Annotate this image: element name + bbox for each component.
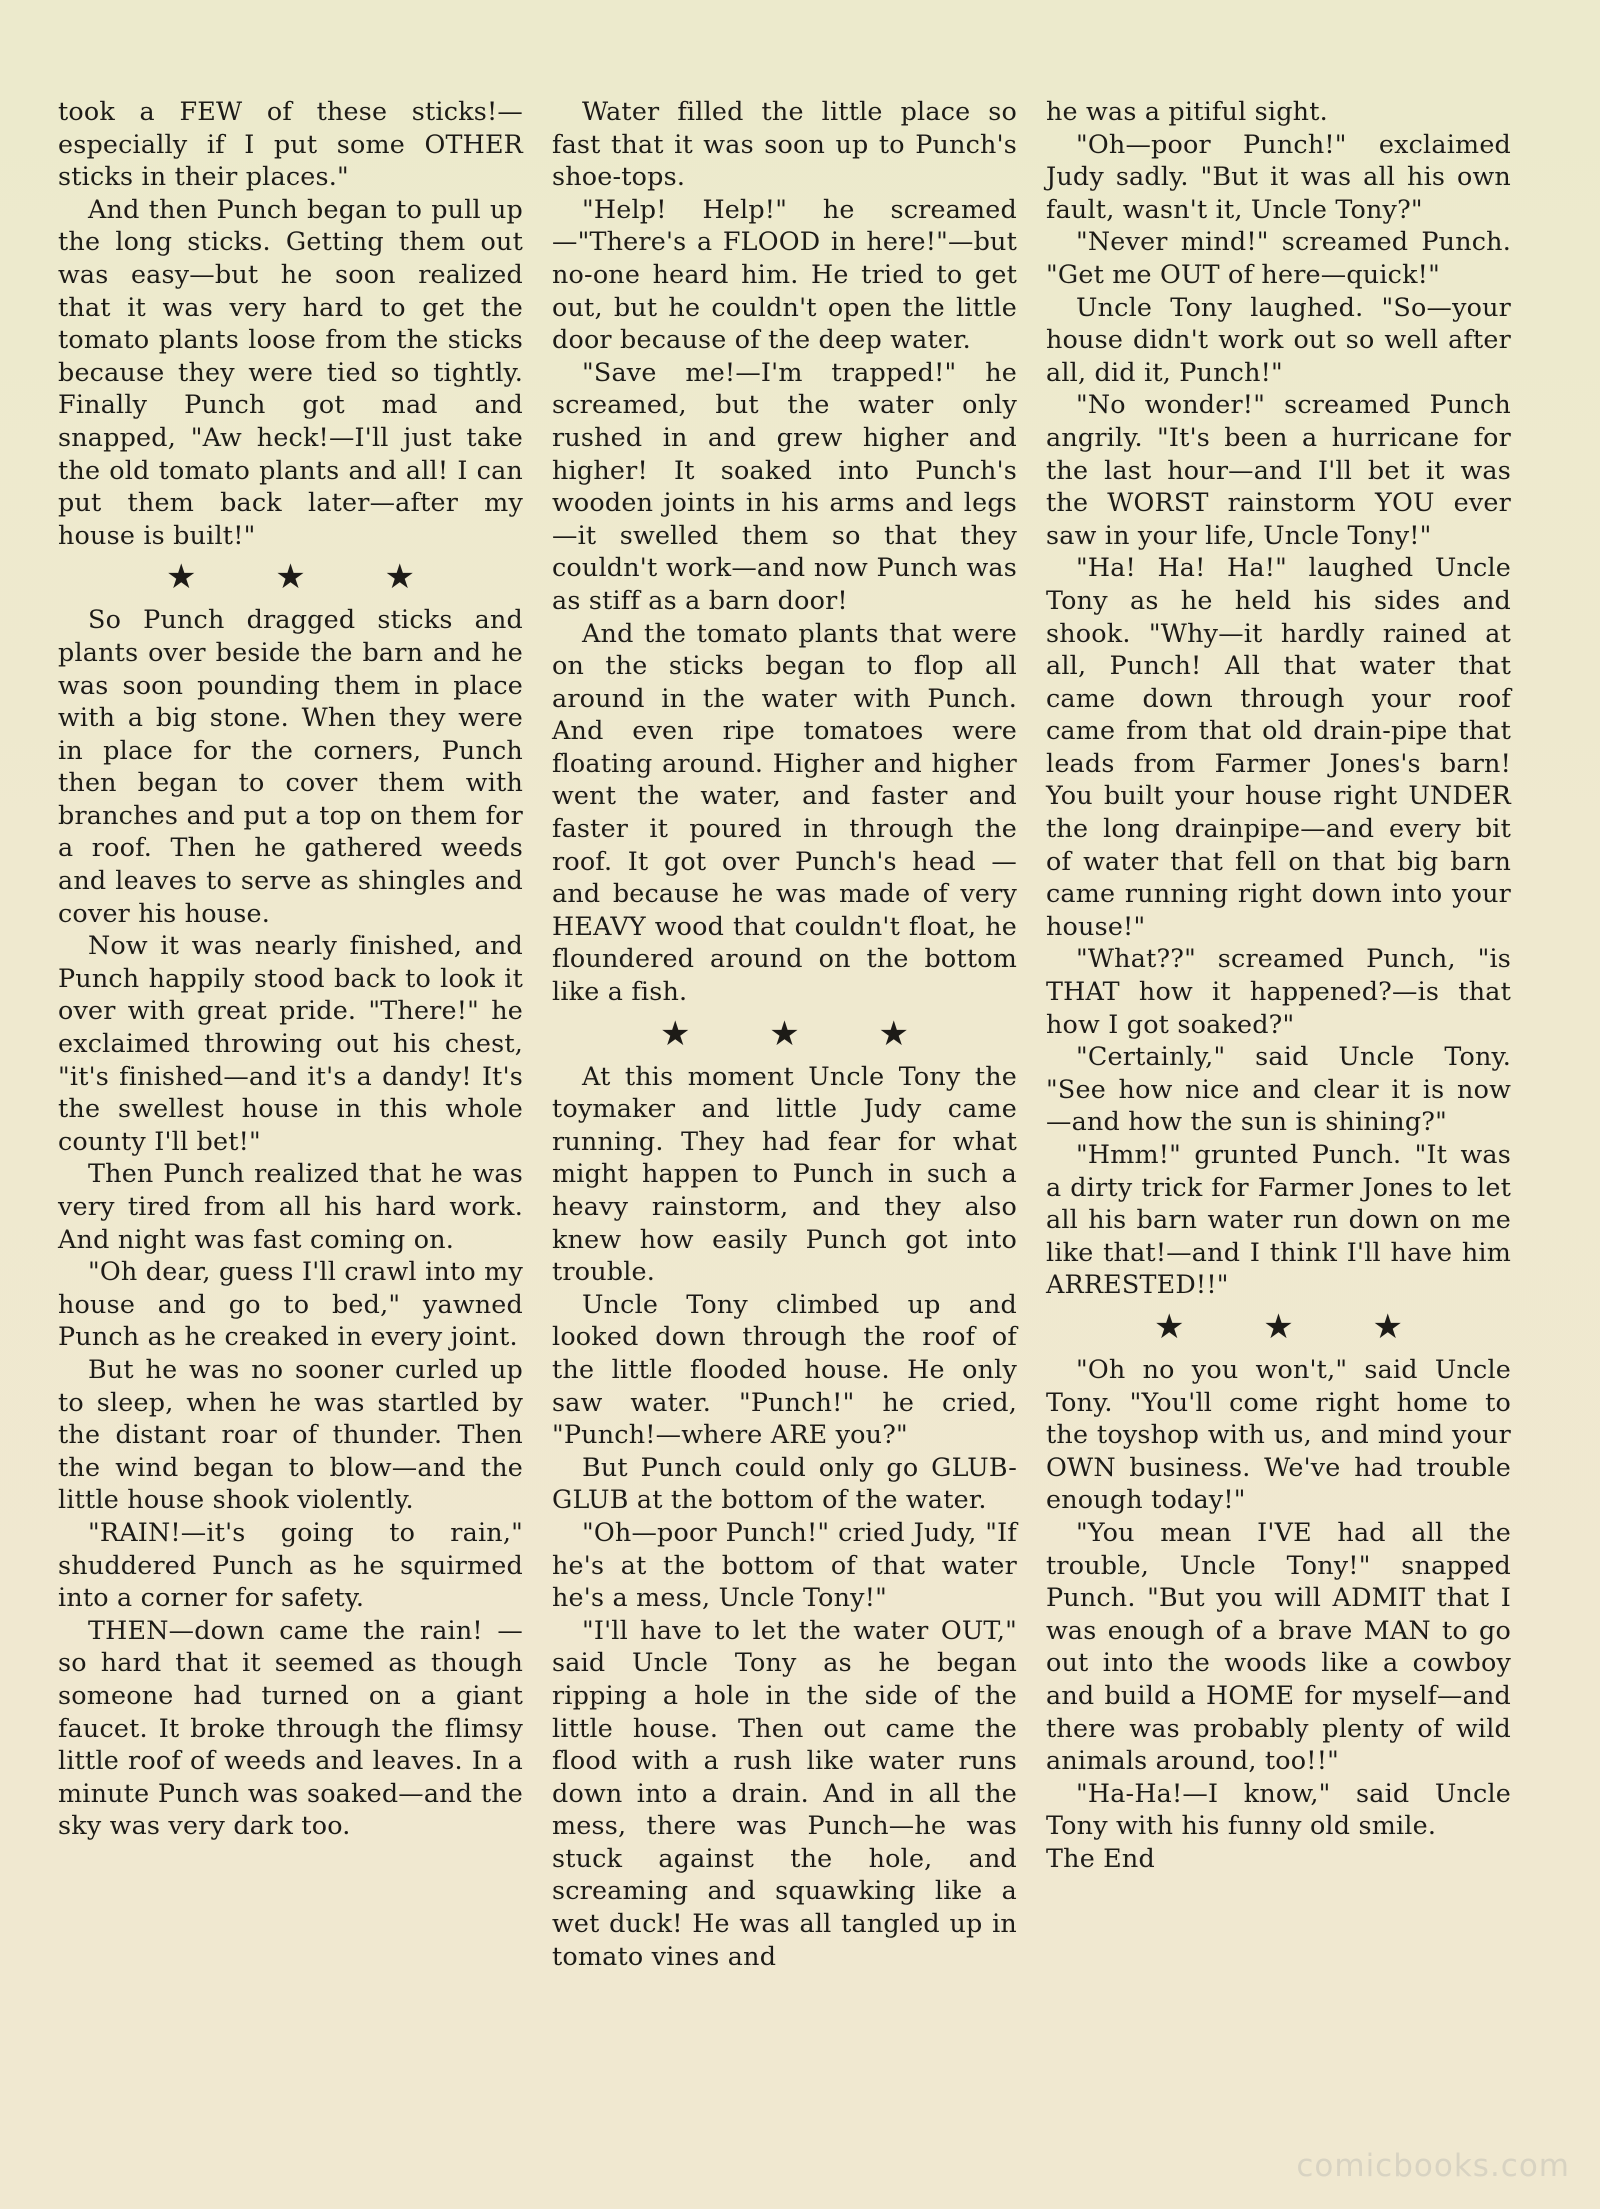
paragraph: "You mean I'VE had all the trouble, Uncle Tony!" snapped Punch. "But you will ADMIT that I was enough of a brave MAN to go out into the woods like a cowboy and build a HOME for myself—and there was probably plenty of wild animals around, too!!" — [1046, 1516, 1511, 1776]
site-watermark: comicbooks.com — [1296, 2148, 1570, 2184]
paragraph: "Help! Help!" he screamed—"There's a FLOOD in here!"—but no-one heard him. He tried to get out, but he couldn't open the little door because of the deep water. — [552, 193, 1017, 355]
paragraph: "RAIN!—it's going to rain," shuddered Punch as he squirmed into a corner for safety. — [58, 1516, 523, 1613]
paragraph: "Oh dear, guess I'll crawl into my house and go to bed," yawned Punch as he creaked in every joint. — [58, 1256, 523, 1352]
paragraph: "What??" screamed Punch, "is THAT how it happened?—is that how I got soaked?" — [1046, 943, 1511, 1039]
paragraph: "Hmm!" grunted Punch. "It was a dirty trick for Farmer Jones to let all his barn water run down on me like that!—and I think I'll have him ARRESTED!!" — [1046, 1139, 1511, 1300]
paragraph: "No wonder!" screamed Punch angrily. "It's been a hurricane for the last hour—and I'll bet it was the WORST rainstorm YOU ever saw in your life, Uncle Tony!" — [1046, 389, 1511, 550]
paragraph: THEN—down came the rain! —so hard that it seemed as though someone had turned on a giant faucet. It broke through the flimsy little roof of weeds and leaves. In a minute Punch was soaked—and the sky was very dark too. — [58, 1614, 523, 1841]
paragraph: "I'll have to let the water OUT," said Uncle Tony as he began ripping a hole in the side of the little house. Then out came the flood with a rush like water runs down into a drain. And in all the mess, there was Punch—he was stuck against the hole, and screaming and squawking like a wet duck! He was all tangled up in tomato vines and — [552, 1614, 1017, 1971]
paragraph: So Punch dragged sticks and plants over beside the barn and he was soon pounding them in place with a big stone. When they were in place for the corners, Punch then began to cover them with branches and put a top on them for a roof. Then he gathered weeds and leaves to serve as shingles and cover his house. — [58, 604, 523, 928]
paragraph: he was a pitiful sight. — [1046, 96, 1328, 126]
text-column-right — [1046, 95, 1511, 1874]
paragraph: "Certainly," said Uncle Tony. "See how nice and clear it is now —and how the sun is shining?" — [1046, 1041, 1511, 1137]
paragraph: Now it was nearly finished, and Punch happily stood back to look it over with great pride. "There!" he exclaimed throwing out his chest, "it's finished—and it's a dandy! It's the swellest house in this whole county I'll bet!" — [58, 930, 523, 1156]
paragraph: "Oh—poor Punch!" cried Judy, "If he's at the bottom of that water he's a mess, Uncle Tony!" — [552, 1516, 1017, 1613]
section-separator-stars: ★ ★ ★ — [165, 557, 450, 598]
paragraph: "Ha! Ha! Ha!" laughed Uncle Tony as he held his sides and shook. "Why—it hardly rained at all, Punch! All that water that came down through your roof came from that old drain-pipe that leads from Farmer Jones's barn! You built your house right UNDER the long drainpipe—and every bit of water that fell on that big barn came running right down into your house!" — [1046, 552, 1511, 941]
section-separator-stars: ★ ★ ★ — [659, 1013, 944, 1054]
section-separator-stars: ★ ★ ★ — [1153, 1306, 1438, 1347]
paragraph: And then Punch began to pull up the long sticks. Getting them out was easy—but he soon realized that it was very hard to get the tomato plants loose from the sticks because they were tied so tightly. Finally Punch got mad and snapped, "Aw heck!—I'll just take the old tomato plants and all! I can put them back later—after my house is built!" — [58, 193, 523, 550]
paragraph: And the tomato plants that were on the sticks began to flop all around in the water with Punch. And even ripe tomatoes were floating around. Higher and higher went the water, and faster and faster it poured in through the roof. It got over Punch's head —and because he was made of very HEAVY wood that couldn't float, he floundered around on the bottom like a fish. — [552, 617, 1017, 1007]
paragraph: "Never mind!" screamed Punch. "Get me OUT of here—quick!" — [1046, 226, 1511, 289]
paragraph: "Ha-Ha!—I know," said Uncle Tony with his funny old smile. — [1046, 1777, 1511, 1841]
text-column-left — [58, 95, 523, 1842]
text-column-middle — [552, 95, 1017, 1972]
paragraph: "Save me!—I'm trapped!" he screamed, but the water only rushed in and grew higher and higher! It soaked into Punch's wooden joints in his arms and legs—it swelled them so that they couldn't work—and now Punch was as stiff as a barn door! — [552, 356, 1017, 615]
paragraph: Water filled the little place so fast that it was soon up to Punch's shoe-tops. — [552, 96, 1017, 192]
paragraph: Uncle Tony climbed up and looked down through the roof of the little flooded house. He only saw water. "Punch!" he cried, "Punch!—where ARE you?" — [552, 1288, 1017, 1450]
paragraph: But he was no sooner curled up to sleep, when he was startled by the distant roar of thunder. Then the wind began to blow—and the little house shook violently. — [58, 1353, 523, 1515]
paragraph: "Oh—poor Punch!" exclaimed Judy sadly. "But it was all his own fault, wasn't it, Uncle Tony?" — [1046, 128, 1511, 224]
paragraph: "Oh no you won't," said Uncle Tony. "You'll come right home to the toyshop with us, and mind your OWN business. We've had trouble enough today!" — [1046, 1353, 1511, 1515]
story-end-label: The End — [1046, 1842, 1155, 1873]
paragraph: Uncle Tony laughed. "So—your house didn't work out so well after all, did it, Punch!" — [1046, 291, 1511, 387]
paragraph: At this moment Uncle Tony the toymaker and little Judy came running. They had fear for what might happen to Punch in such a heavy rainstorm, and they also knew how easily Punch got into trouble. — [552, 1060, 1017, 1287]
paragraph: took a FEW of these sticks!—especially if I put some OTHER sticks in their places." — [58, 96, 523, 192]
paragraph: Then Punch realized that he was very tired from all his hard work. And night was fast coming on. — [58, 1158, 523, 1254]
paragraph: But Punch could only go GLUB-GLUB at the bottom of the water. — [552, 1451, 1017, 1515]
